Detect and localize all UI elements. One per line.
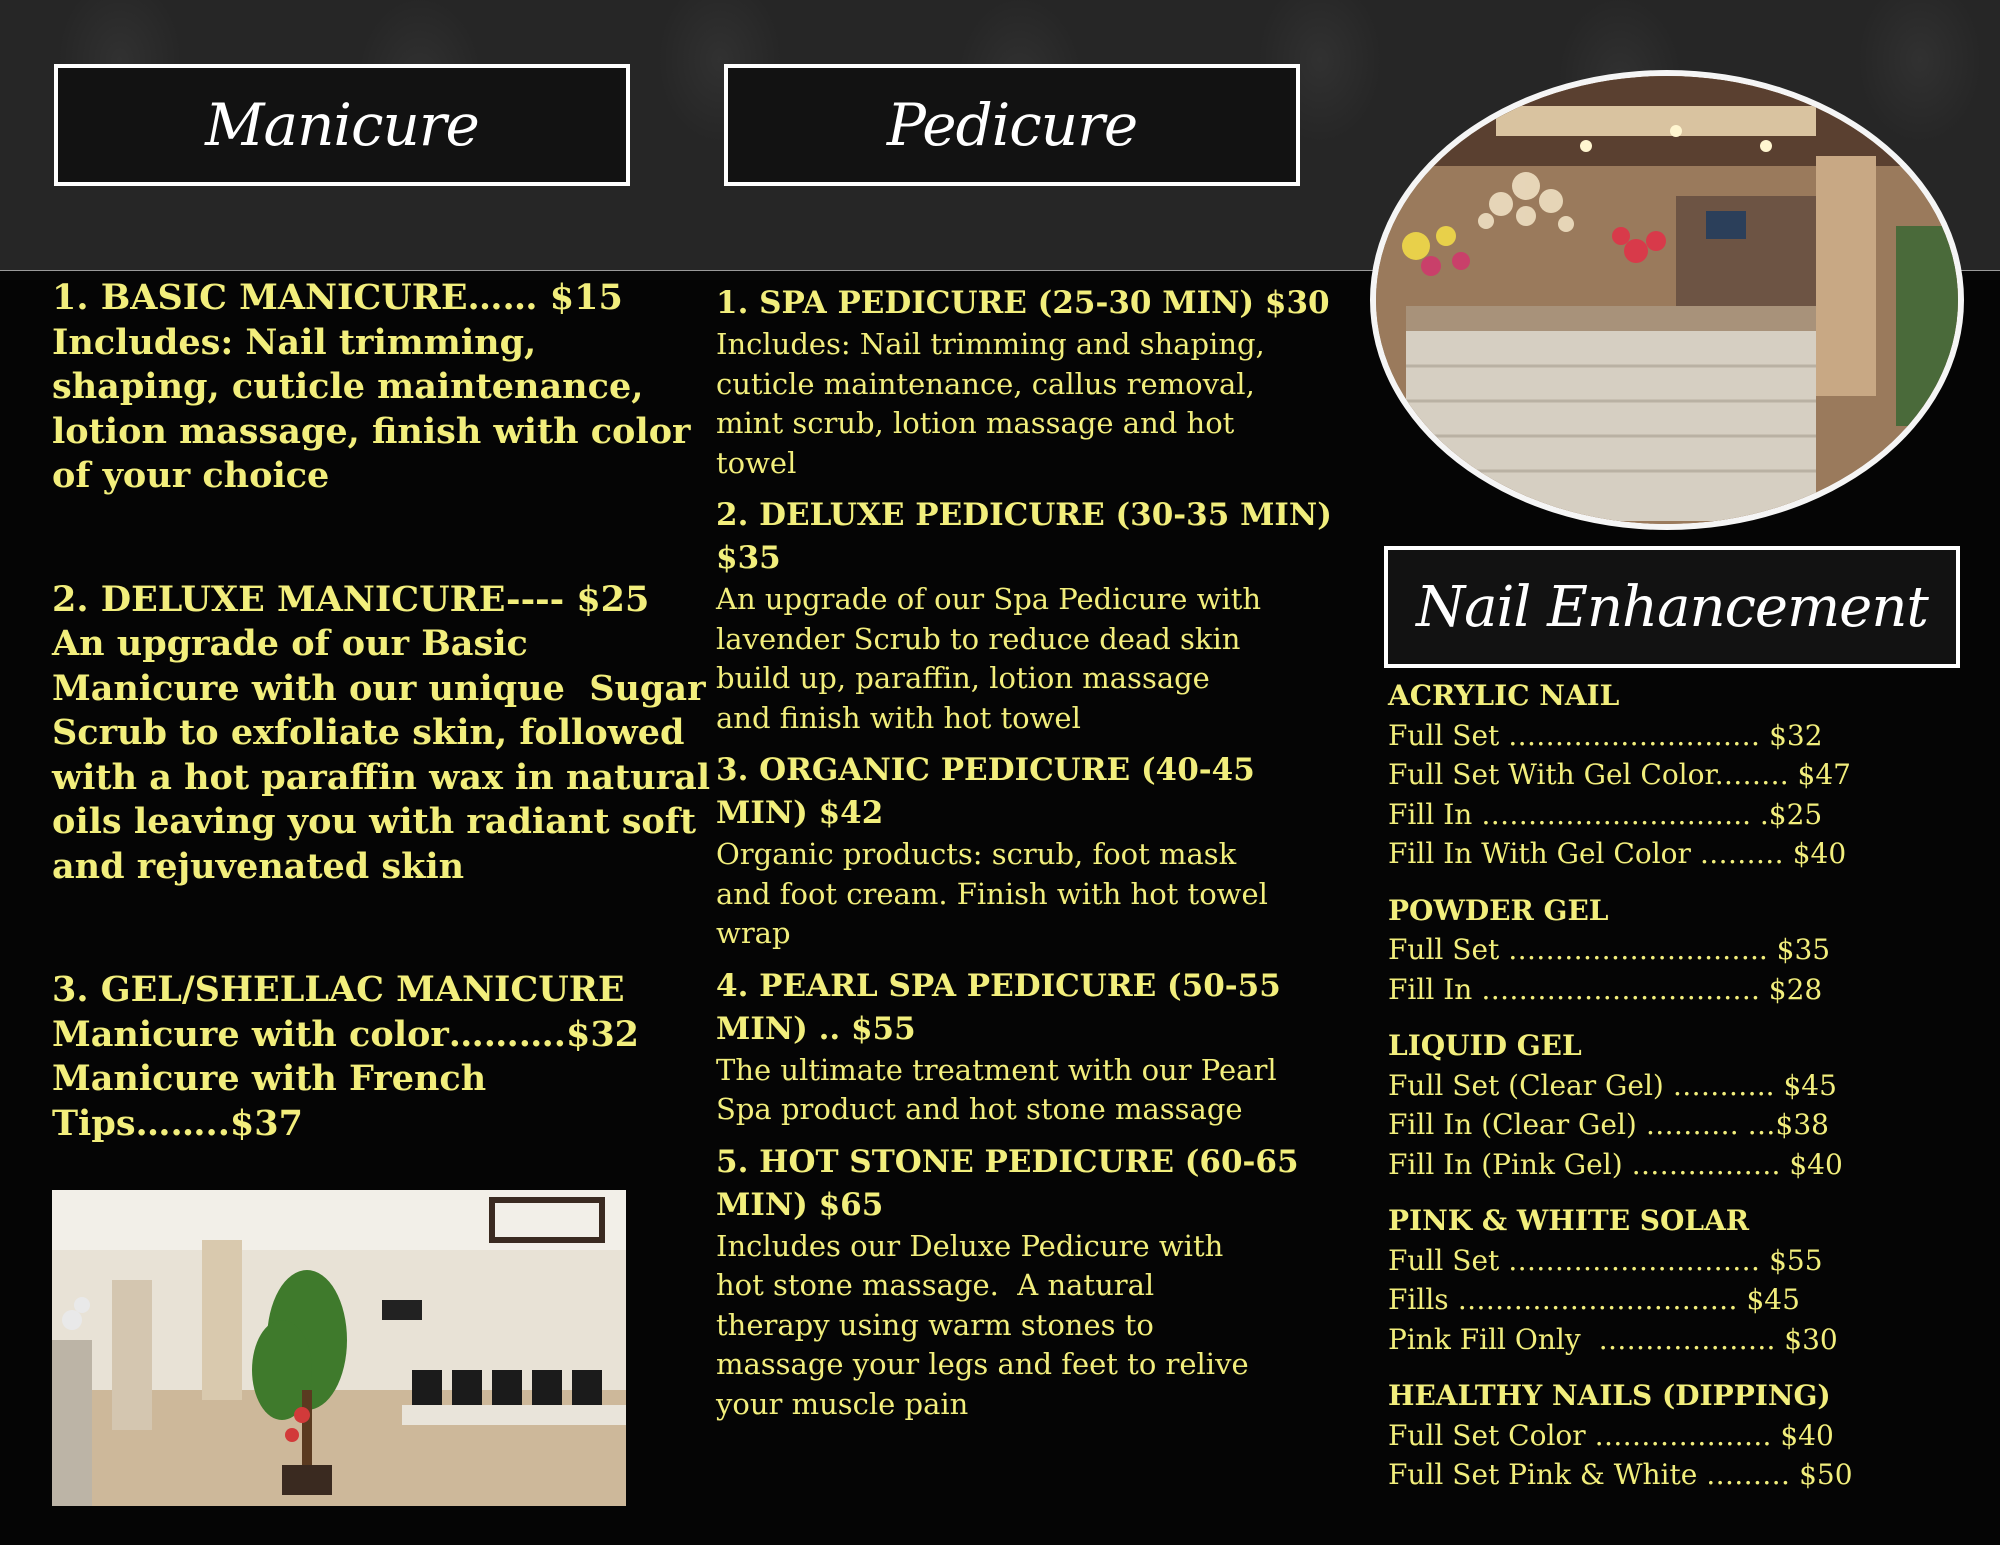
pedicure-list — [716, 282, 1332, 1435]
manicure-deluxe-line-2: An upgrade of our Basic — [52, 623, 528, 664]
enhancement-dipping-row-2: Full Set Pink & White ……… $50 — [1388, 1458, 1853, 1491]
pedicure-organic-title-2: MIN) $42 — [716, 795, 884, 831]
pedicure-spa-title: 1. SPA PEDICURE (25-30 MIN) $30 — [716, 285, 1330, 321]
pedicure-hot-stone-desc-5: your muscle pain — [716, 1386, 969, 1421]
manicure-gel-line-3: Manicure with French — [52, 1058, 487, 1099]
pedicure-deluxe-desc-3: build up, paraffin, lotion massage — [716, 661, 1210, 695]
manicure-list — [52, 276, 711, 1146]
manicure-basic-line-2: Includes: Nail trimming, — [52, 321, 537, 363]
pedicure-spa-desc-1: Includes: Nail trimming and shaping, — [716, 327, 1265, 361]
manicure-deluxe-line-1: 2. DELUXE MANICURE---- $25 — [52, 578, 650, 620]
pedicure-hot-stone-desc-2: hot stone massage. A natural — [716, 1268, 1155, 1302]
pedicure-organic-desc-3: wrap — [716, 916, 791, 950]
pedicure-deluxe-desc-2: lavender Scrub to reduce dead skin — [716, 621, 1241, 656]
pedicure-title-text: Pedicure — [886, 91, 1138, 159]
enhancement-liquid-gel-row-1: Full Set (Clear Gel) ……….. $45 — [1388, 1068, 1837, 1102]
enhancement-acrylic-title: ACRYLIC NAIL — [1388, 679, 1620, 712]
manicure-deluxe-line-5: with a hot paraffin wax in natural — [52, 756, 711, 798]
salon-interior-photo — [52, 1190, 626, 1506]
enhancement-powder-gel-title: POWDER GEL — [1388, 893, 1609, 927]
enhancement-dipping-row-1: Full Set Color ………………. $40 — [1388, 1418, 1834, 1452]
enhancement-pink-white-title: PINK & WHITE SOLAR — [1388, 1204, 1750, 1237]
manicure-gel-line-1: 3. GEL/SHELLAC MANICURE — [52, 969, 625, 1010]
manicure-deluxe-line-3: Manicure with our unique Sugar — [52, 667, 706, 709]
manicure-deluxe-line-7: and rejuvenated skin — [52, 845, 465, 887]
salon-interior-illustration — [52, 1190, 626, 1506]
pedicure-deluxe-title-2: $35 — [716, 540, 781, 576]
enhancement-pink-white-row-1: Full Set ……………………… $55 — [1388, 1243, 1823, 1277]
enhancement-liquid-gel-row-3: Fill In (Pink Gel) ……………. $40 — [1388, 1147, 1843, 1181]
enhancement-powder-gel-row-1: Full Set …………………..….. $35 — [1388, 933, 1831, 966]
manicure-deluxe-line-4: Scrub to exfoliate skin, followed — [52, 712, 685, 753]
pedicure-item-hot-stone — [716, 1141, 1316, 1425]
pedicure-spa-desc-4: towel — [716, 445, 797, 480]
enhancement-liquid-gel-row-2: Fill In (Clear Gel) ………. …$38 — [1388, 1108, 1829, 1141]
pedicure-deluxe-desc-1: An upgrade of our Spa Pedicure with — [716, 582, 1262, 616]
pedicure-organic-desc-1: Organic products: scrub, foot mask — [716, 837, 1237, 871]
manicure-basic-line-4: lotion massage, finish with color — [52, 410, 691, 452]
nail-enhancement-title — [1384, 546, 1960, 668]
pedicure-hot-stone-title-1: 5. HOT STONE PEDICURE (60-65 — [716, 1143, 1299, 1180]
pedicure-pearl-desc-2: Spa product and hot stone massage — [716, 1092, 1243, 1126]
pedicure-pearl-title-1: 4. PEARL SPA PEDICURE (50-55 — [716, 967, 1281, 1004]
enhancement-liquid-gel-title: LIQUID GEL — [1388, 1029, 1582, 1062]
pedicure-item-spa — [716, 282, 1330, 483]
pedicure-hot-stone-desc-4: massage your legs and feet to relive — [716, 1347, 1249, 1381]
manicure-item-basic — [52, 276, 691, 499]
pedicure-deluxe-desc — [716, 580, 1316, 738]
enhancement-powder-gel-row-2: Fill In ……………………..…. $28 — [1388, 972, 1823, 1006]
enhancement-group-dipping — [1388, 1376, 1988, 1495]
pedicure-organic-desc — [716, 835, 1316, 954]
manicure-item-deluxe — [52, 578, 711, 890]
pedicure-deluxe-desc-4: and finish with hot towel — [716, 700, 1081, 735]
manicure-title — [54, 64, 630, 186]
nail-enhancement-list — [1388, 676, 1988, 1512]
manicure-deluxe-line-6: oils leaving you with radiant soft — [52, 801, 696, 842]
pedicure-pearl-title-2: MIN) .. $55 — [716, 1010, 916, 1047]
enhancement-group-powder-gel — [1388, 891, 1988, 1010]
manicure-basic-line-5: of your choice — [52, 455, 330, 496]
pedicure-hot-stone-desc-3: therapy using warm stones to — [716, 1307, 1154, 1342]
enhancement-pink-white-row-2: Fills ………………………… $45 — [1388, 1283, 1800, 1316]
enhancement-group-liquid-gel — [1388, 1026, 1988, 1184]
pedicure-spa-desc-3: mint scrub, lotion massage and hot — [716, 406, 1235, 440]
pedicure-pearl-desc-1: The ultimate treatment with our Pearl — [716, 1052, 1277, 1087]
manicure-basic-line-3: shaping, cuticle maintenance, — [52, 366, 644, 407]
manicure-item-gel — [52, 968, 652, 1146]
pedicure-organic-desc-2: and foot cream. Finish with hot towel — [716, 876, 1268, 911]
salon-reception-illustration — [1376, 76, 1958, 524]
pedicure-pearl-desc — [716, 1051, 1316, 1130]
enhancement-acrylic-row-2: Full Set With Gel Color.……. $47 — [1388, 758, 1851, 791]
enhancement-group-pink-white — [1388, 1201, 1988, 1359]
enhancement-dipping-title: HEALTHY NAILS (DIPPING) — [1388, 1379, 1831, 1412]
pedicure-item-pearl — [716, 965, 1316, 1130]
pedicure-organic-title-1: 3. ORGANIC PEDICURE (40-45 — [716, 752, 1255, 788]
pedicure-spa-desc — [716, 325, 1316, 483]
salon-reception-photo — [1370, 70, 1964, 530]
enhancement-group-acrylic — [1388, 676, 1988, 874]
pedicure-title — [724, 64, 1300, 186]
enhancement-pink-white-row-3: Pink Fill Only ………………. $30 — [1388, 1322, 1838, 1356]
pedicure-hot-stone-desc-1: Includes our Deluxe Pedicure with — [716, 1228, 1224, 1263]
manicure-title-text: Manicure — [205, 91, 479, 159]
enhancement-acrylic-row-4: Fill In With Gel Color ……… $40 — [1388, 837, 1847, 870]
manicure-gel-line-2: Manicure with color……….$32 — [52, 1013, 640, 1055]
enhancement-acrylic-row-1: Full Set ……………………… $32 — [1388, 718, 1823, 752]
enhancement-acrylic-row-3: Fill In ……………………….. .$25 — [1388, 797, 1823, 831]
nail-enhancement-title-text: Nail Enhancement — [1416, 574, 1928, 640]
pedicure-spa-desc-2: cuticle maintenance, callus removal, — [716, 366, 1255, 401]
pedicure-item-organic — [716, 749, 1316, 954]
manicure-basic-line-1: 1. BASIC MANICURE…… $15 — [52, 277, 623, 318]
pedicure-deluxe-title-1: 2. DELUXE PEDICURE (30-35 MIN) — [716, 497, 1332, 533]
pedicure-item-deluxe — [716, 494, 1332, 738]
manicure-gel-line-4: Tips……..$37 — [52, 1102, 303, 1144]
pedicure-hot-stone-title-2: MIN) $65 — [716, 1186, 884, 1223]
pedicure-hot-stone-desc — [716, 1227, 1316, 1425]
